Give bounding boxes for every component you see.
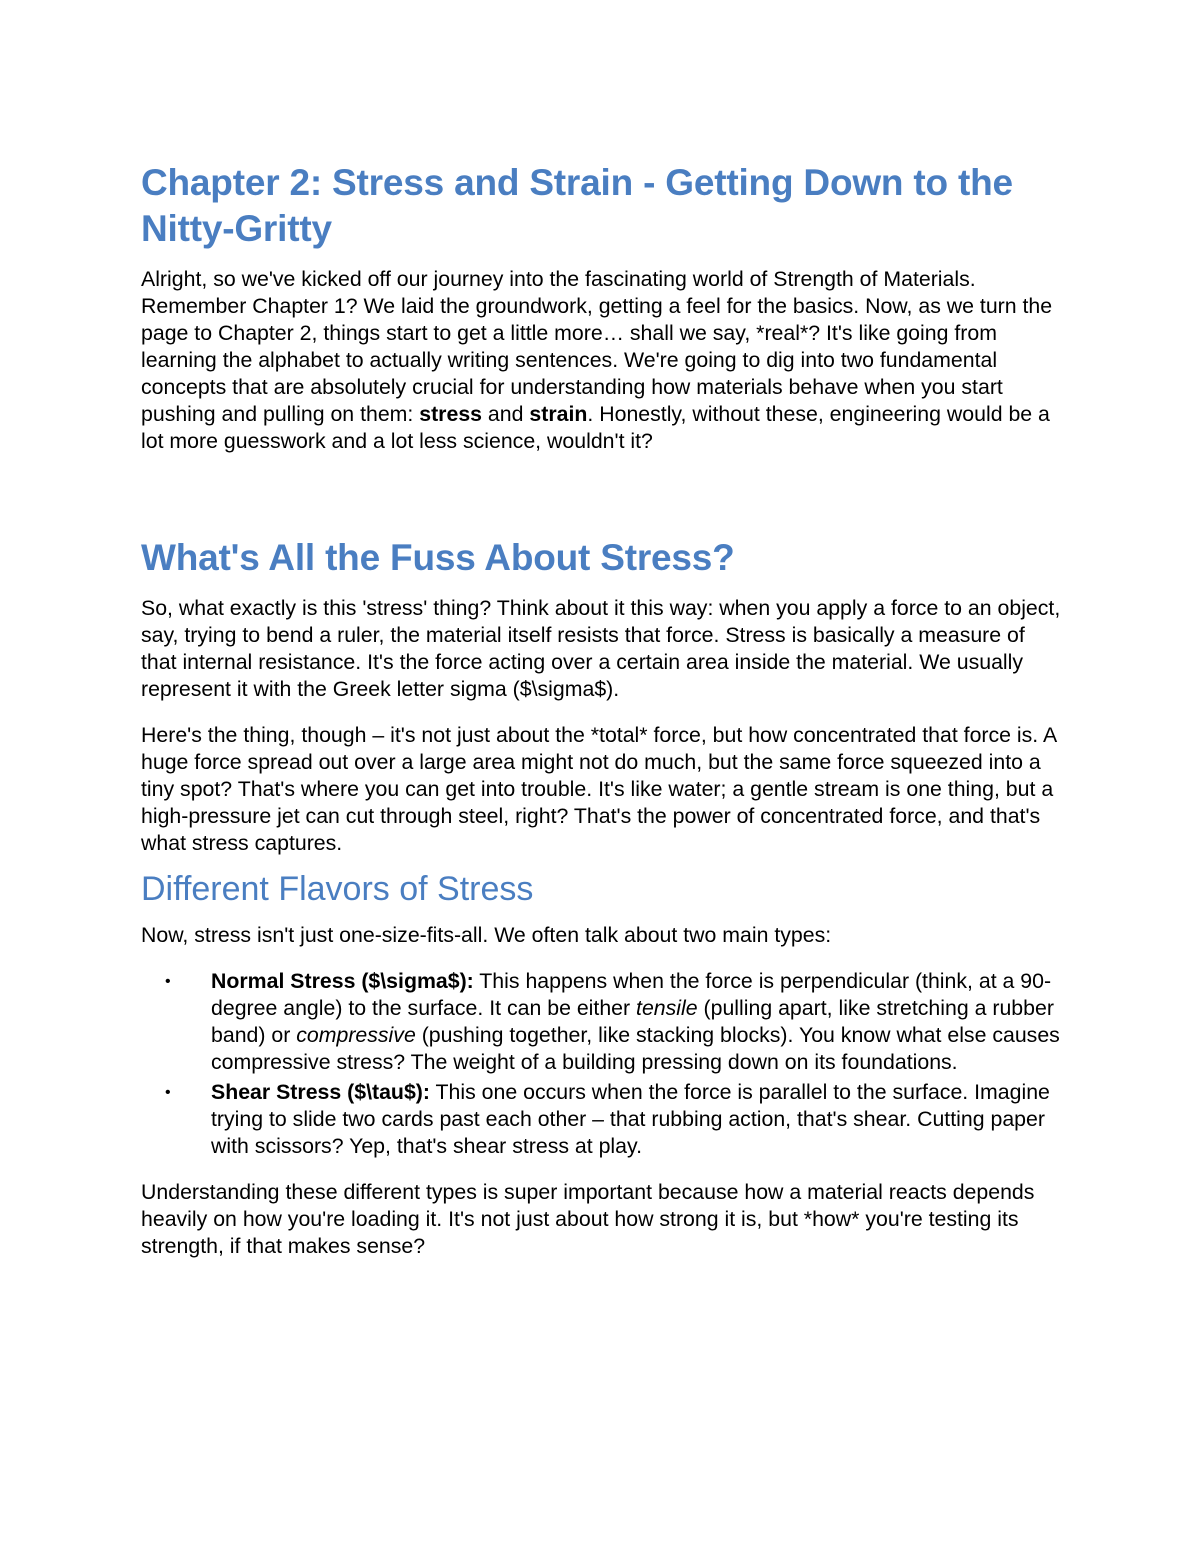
stress-paragraph-1: So, what exactly is this 'stress' thing? Think about it this way: when you apply a force to an object, say, trying to bend a ruler, the material itself resists that force. Stress is basically a measure of that internal resistance. It's the force acting over a certain area inside the material. We usually represent it with the Greek letter sigma ($\sigma$). xyxy=(141,596,1061,701)
bullet-icon: • xyxy=(165,973,171,990)
shear-stress-text-1: This one occurs when the force is parallel to the surface. Imagine trying to slide two cards past each other – that rubbing action, that's shear. Cutting paper with scissors? Yep, that's shear stress at play. xyxy=(211,1080,1050,1158)
chapter-title: Chapter 2: Stress and Strain - Getting Down to the Nitty-Gritty xyxy=(141,162,1013,249)
list-item-shear-stress xyxy=(141,1079,1061,1160)
normal-stress-label: Normal Stress ($\sigma$): xyxy=(211,969,474,993)
shear-stress-label: Shear Stress ($\tau$): xyxy=(211,1080,430,1104)
flavors-intro: Now, stress isn't just one-size-fits-all. We often talk about two main types: xyxy=(141,923,832,947)
stress-types-list xyxy=(141,968,1061,1160)
section-heading-stress: What's All the Fuss About Stress? xyxy=(141,537,735,578)
stress-paragraph-2: Here's the thing, though – it's not just about the *total* force, but how concentrated that force is. A huge force spread out over a large area might not do much, but the same force squeezed into a tiny spot? That's where you can get into trouble. It's like water; a gentle stream is one thing, but a high-pressure jet can cut through steel, right? That's the power of concentrated force, and that's what stress captures. xyxy=(141,723,1056,855)
normal-stress-text-1: This happens when the force is perpendicular (think, at a 90-degree angle) to the surface. It can be either xyxy=(211,969,1052,1020)
intro-text-part2: . Honestly, without these, engineering would be a lot more guesswork and a lot less science, wouldn't it? xyxy=(141,402,1050,453)
list-item-normal-stress xyxy=(141,968,1061,1076)
section-heading-flavors: Different Flavors of Stress xyxy=(141,870,534,908)
intro-bold-strain: strain xyxy=(529,402,588,426)
intro-text-and: and xyxy=(482,402,530,426)
tensile-term: tensile xyxy=(636,996,698,1020)
document-page xyxy=(141,160,1061,1260)
closing-paragraph: Understanding these different types is super important because how a material reacts depends heavily on how you're loading it. It's not just about how strong it is, but *how* you're testing its strength, if that makes sense? xyxy=(141,1180,1035,1258)
normal-stress-text-3: (pushing together, like stacking blocks). You know what else causes compressive stress? The weight of a building pressing down on its foundations. xyxy=(211,1023,1060,1074)
bullet-icon: • xyxy=(165,1084,171,1101)
intro-text-part1: Alright, so we've kicked off our journey into the fascinating world of Strength of Materials. Remember Chapter 1? We laid the groundwork, getting a feel for the basics. Now, as we turn the page to Chapter 2, things start to get a little more… shall we say, *real*? It's like going from learning the alphabet to actually writing sentences. We're going to dig into two fundamental concepts that are absolutely crucial for understanding how materials behave when you start pushing and pulling on them: xyxy=(141,267,1053,426)
intro-paragraph xyxy=(141,266,1061,455)
compressive-term: compressive xyxy=(296,1023,416,1047)
normal-stress-text-2: (pulling apart, like stretching a rubber band) or xyxy=(211,996,1054,1047)
intro-bold-stress: stress xyxy=(419,402,483,426)
